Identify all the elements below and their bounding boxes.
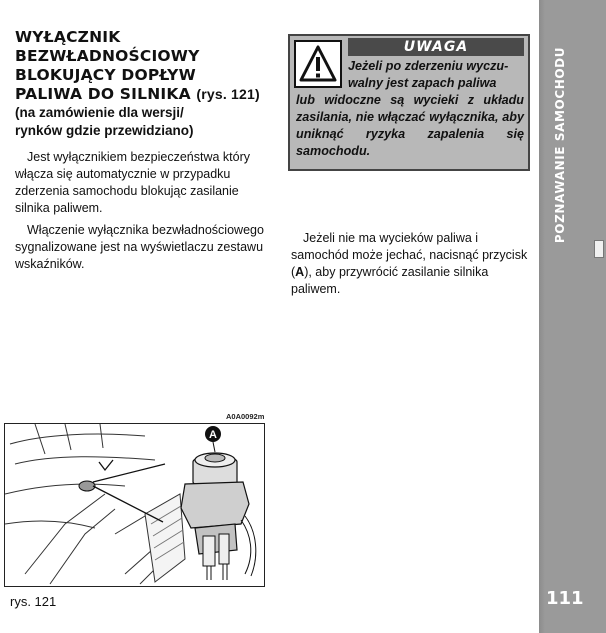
warning-line-1: Jeżeli po zderzeniu wyczu- bbox=[348, 59, 509, 73]
callout-label: A bbox=[209, 429, 217, 441]
figure-illustration bbox=[4, 423, 265, 587]
warning-box bbox=[288, 34, 530, 171]
reset-button-key: A bbox=[295, 265, 305, 279]
page-number: 111 bbox=[546, 588, 584, 609]
chapter-tab-label: POZNAWANIE SAMOCHODU bbox=[553, 46, 567, 244]
title-line-3: BLOKUJĄCY DOPŁYW bbox=[15, 66, 196, 84]
paragraph-description: Jest wyłącznikiem bezpieczeństwa który włącza się automatycznie w przypadku zderzenia samochodu blokując zasilanie silnika paliwem. bbox=[15, 150, 250, 215]
paragraph-indicator: Włączenie wyłącznika bezwładnościowego sygnalizowane jest na wyświetlaczu zestawu wskaźników. bbox=[15, 223, 264, 271]
figure-code: A0A0092m bbox=[226, 412, 265, 421]
title-line-4 bbox=[15, 85, 265, 104]
reset-text-after: ), aby przywrócić zasilanie silnika paliwem. bbox=[291, 265, 489, 296]
title-line-2: BEZWŁADNOŚCIOWY bbox=[15, 47, 200, 65]
chapter-tab bbox=[539, 0, 606, 633]
title-line-1: WYŁĄCZNIK bbox=[15, 28, 121, 46]
warning-line-2: walny jest zapach paliwa bbox=[348, 76, 497, 90]
warning-header: UWAGA bbox=[348, 38, 524, 56]
warning-line-rest: lub widoczne są wycieki z układu zasilania, nie włączać wyłącznika, aby uniknąć ryzyka zapalenia się samochodu. bbox=[296, 93, 524, 158]
reset-text-before: Jeżeli nie ma wycieków paliwa i samochód może jechać, nacisnąć przycisk ( bbox=[291, 231, 528, 279]
chapter-tab-label-wrap bbox=[549, 30, 571, 260]
scroll-marker[interactable] bbox=[594, 240, 604, 258]
figure-reference: (rys. 121) bbox=[196, 86, 260, 102]
subtitle-line-2: rynków gdzie przewidziano) bbox=[15, 123, 194, 138]
subtitle-line-1: (na zamówienie dla wersji/ bbox=[15, 105, 184, 120]
section-subtitle bbox=[15, 104, 265, 140]
paragraph-reset-instructions bbox=[291, 230, 531, 298]
inertia-switch-illustration bbox=[5, 424, 263, 585]
figure-caption: rys. 121 bbox=[10, 594, 57, 609]
section-title bbox=[15, 28, 265, 104]
title-line-4-text: PALIWA DO SILNIKA bbox=[15, 85, 191, 103]
warning-text bbox=[296, 58, 524, 160]
